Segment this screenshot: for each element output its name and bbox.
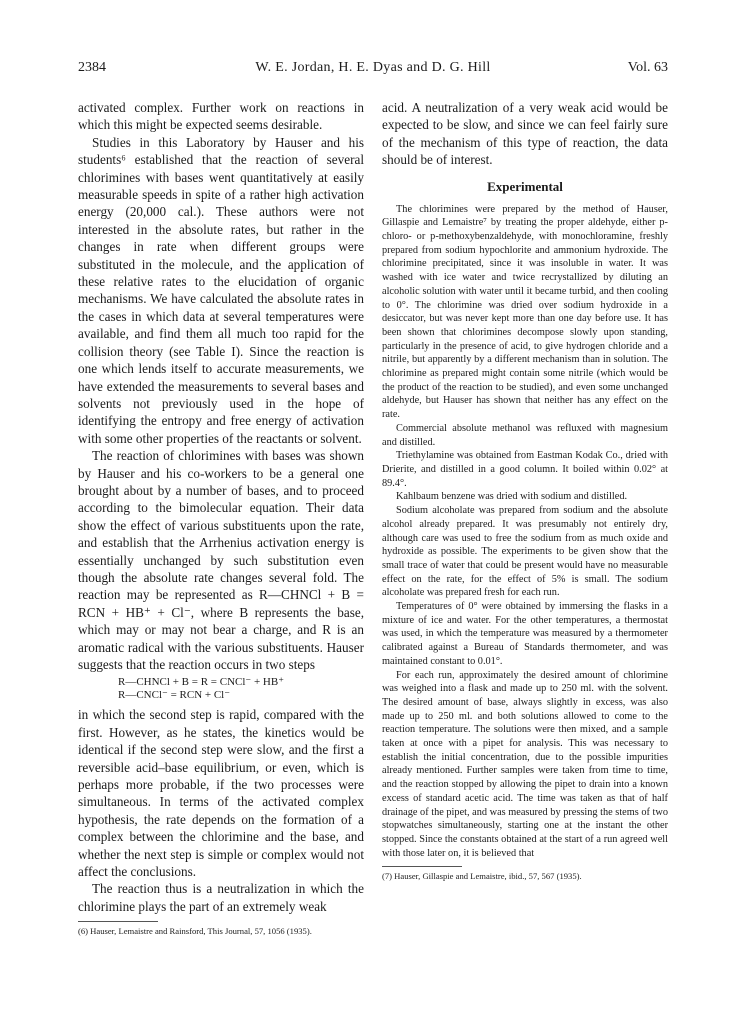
paragraph: For each run, approximately the desired amount of chlorimine was weighed into a flask and made up to 250 ml. with the solvent. The desired amount of base, always slightly in excess, was also made up to 250 ml. and both solutions allowed to come to the reaction temperature. The solutions were then mixed, and a sample taken at once with a pipet for analysis. This was necessary to establish the initial concentration, due to the possible impurities already mentioned. Further samples were taken from time to time, and the reaction stopped by allowing the pipet to drain into a known excess of standard acetic acid. The time was taken as that of half drainage of the pipet, and was measured by pressing the stems of two stopwatches simultaneously, starting one at the instant the other stopped. Since the constants obtained at the start of a run agreed well with those later on, it is believed that [382,669,668,859]
paragraph: activated complex. Further work on reactions in which this might be expected seems desirable. [78,100,364,133]
paragraph: in which the second step is rapid, compared with the first. However, as he states, the kinetics would be identical if the second step were slow, and the first a reversible acid–base equilibrium, or even, which is perhaps more probable, if the two processes were simultaneous. In terms of the activated complex hypothesis, the rate depends on the formation of a complex between the chlorimine and the base, and whether the next step is simple or complex would not affect the conclusions. [78,707,364,880]
author-line: W. E. Jordan, H. E. Dyas and D. G. Hill [255,60,491,75]
paragraph: Temperatures of 0° were obtained by immersing the flasks in a mixture of ice and water. For the other temperatures, a thermostat was used, in which the temperature was measured by a thermometer calibrated against a Bureau of Standards thermometer, and was maintained constant to 0.01°. [382,601,668,667]
running-header [78,60,668,82]
reaction-equations [118,676,364,702]
paragraph: Commercial absolute methanol was refluxed with magnesium and distilled. [382,422,668,448]
section-heading: Experimental [487,178,563,194]
paragraph: The reaction thus is a neutralization in which the chlorimine plays the part of an extremely weak [78,881,364,914]
footnote: (7) Hauser, Gillaspie and Lemaistre, ibid., 57, 567 (1935). [382,871,582,882]
paragraph: The chlorimines were prepared by the method of Hauser, Gillaspie and Lemaistre⁷ by treating the proper aldehyde, either p-chloro- or p-methoxybenzaldehyde, with monochloramine, freshly prepared from sodium hypochlorite and ammonium hydroxide. The chlorimine precipitated, since it was insoluble in water. It was washed with ice water and twice recrystallized by diluting an alcoholic solution with water until it became turbid, and then cooling to 0°. The chlorimine was dried over sodium hydroxide in a desiccator, but was never kept more than one day before use. It has been shown that chlorimines decompose slowly upon standing, particularly in the presence of acid, to give hydrogen chloride and a nitrile, but apparently by a different mechanism than in solution. The chlorimine as prepared might contain some nitrile (which would be the product of the reaction to be studied), and even some unchanged aldehyde, but Hauser has shown that neither has any effect on the rate. [382,203,668,421]
page-number: 2384 [78,60,106,75]
footnote: (6) Hauser, Lemaistre and Rainsford, This Journal, 57, 1056 (1935). [78,926,312,937]
right-column [382,99,668,882]
equation: R—CHNCl + B = R = CNCl⁻ + HB⁺ [118,676,285,689]
paragraph: The reaction of chlorimines with bases was shown by Hauser and his co-workers to be a general one brought about by a number of bases, and to proceed according to the bimolecular equation. Their data show the effect of various substituents upon the rate, and establish that the Arrhenius activation energy is essentially unchanged by such substitution even though the absolute rate changes several fold. The reaction may be represented as R—CHNCl + B = RCN + HB⁺ + Cl⁻, where B represents the base, which may or may not bear a charge, and R is an aromatic radical with the various substituents. Hauser suggests that the reaction occurs in two steps [78,448,364,672]
equation: R—CNCl⁻ = RCN + Cl⁻ [118,689,231,702]
paragraph: Kahlbaum benzene was dried with sodium and distilled. [396,491,628,503]
paragraph: acid. A neutralization of a very weak acid would be expected to be slow, and since we can feel fairly sure of the mechanism of this type of reaction, the data should be of interest. [382,100,668,168]
paragraph: Studies in this Laboratory by Hauser and his students⁶ established that the reaction of several chlorimines with bases went quantitatively at easily measurable speeds in spite of a rather high activation energy (20,000 cal.). These authors were not interested in the absolute rates, but rather in the changes in rate when different groups were substituted in the molecule, and the application of these relative rates to the elucidation of organic mechanisms. We have calculated the absolute rates in the cases in which data at several temperatures were available, and find them all much too rapid for the collision theory (see Table I). Since the reaction is one which lends itself to accurate measurements, we have extended the measurements to several bases and solvents not previously used in the hope of identifying the entropy and free energy of activation with some other properties of the reactants or solvent. [78,134,364,446]
footnote-rule [78,921,158,922]
footnote-rule [382,866,462,867]
volume-label: Vol. 63 [627,60,668,75]
paragraph: Triethylamine was obtained from Eastman Kodak Co., dried with Drierite, and distilled in a good column. It boiled within 0.02° at 89.4°. [382,450,668,489]
left-column [78,99,364,937]
paragraph: Sodium alcoholate was prepared from sodium and the absolute alcohol already prepared. It was presumably not entirely dry, although care was used to free the sodium from as much oxide and hydroxide as possible. The experiments to be given show that the small trace of water that could be present would have no measurable effect on the rate, for the effect of 5% is small. The sodium alcoholate was prepared fresh for each run. [382,505,668,599]
